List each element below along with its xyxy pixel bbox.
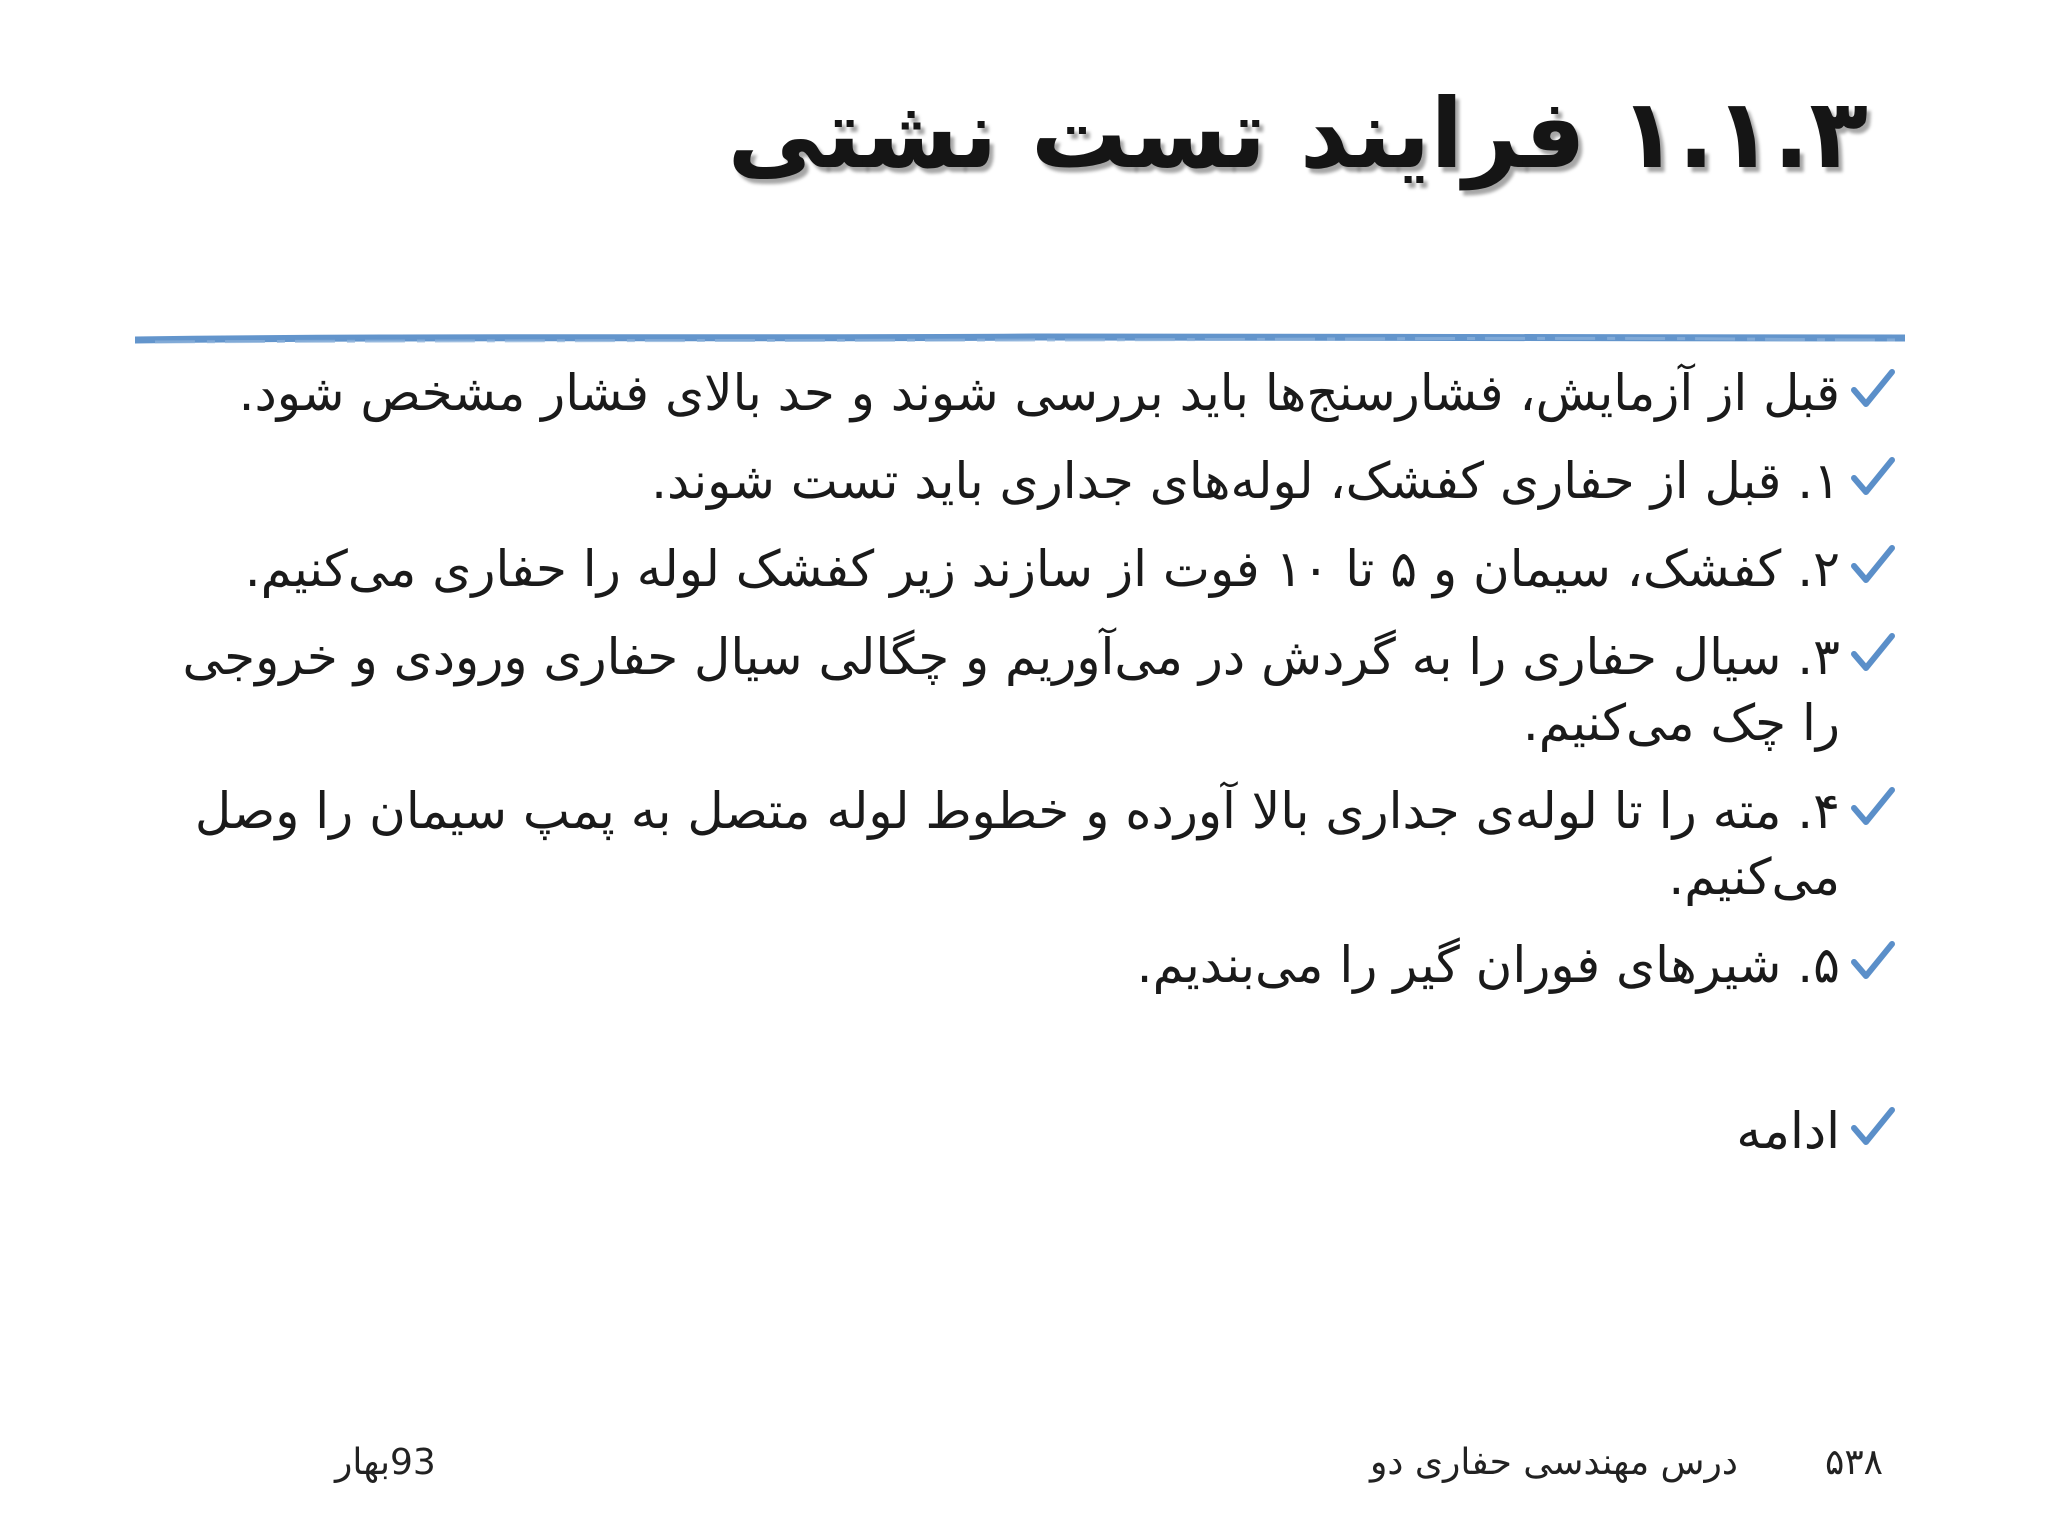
title-divider xyxy=(135,330,1905,346)
checkmark-icon xyxy=(1848,364,1898,414)
checkmark-icon xyxy=(1848,1102,1898,1152)
checkmark-icon xyxy=(1848,540,1898,590)
checkmark-icon xyxy=(1848,782,1898,832)
bullet-text: ادامه xyxy=(1736,1102,1840,1160)
checkmark-icon xyxy=(1848,452,1898,502)
bullet-text: ۳. سیال حفاری را به گردش در می‌آوریم و چگالی سیال حفاری ورودی و خروجی را چک می‌کنیم. xyxy=(182,628,1840,752)
bullet-text: ۵. شیرهای فوران گیر را می‌بندیم. xyxy=(1136,936,1840,994)
list-item xyxy=(178,448,1898,514)
bullet-list xyxy=(178,360,1898,1186)
list-item xyxy=(178,360,1898,426)
bullet-text: قبل از آزمایش، فشارسنج‌ها باید بررسی شوند و حد بالای فشار مشخص شود. xyxy=(238,364,1840,422)
footer-course-name: درس مهندسی حفاری دو xyxy=(1370,1442,1738,1483)
checkmark-icon xyxy=(1848,936,1898,986)
bullet-text: ۴. مته را تا لوله‌ی جداری بالا آورده و خطوط لوله متصل به پمپ سیمان را وصل می‌کنیم. xyxy=(194,782,1840,906)
footer-page-number: ۵۳۸ xyxy=(1825,1442,1884,1483)
list-item xyxy=(178,932,1898,998)
list-item xyxy=(178,624,1898,756)
slide-title: ۱.۱.۳ فرایند تست نشتی xyxy=(727,78,1868,190)
bullet-text: ۲. کفشک، سیمان و ۵ تا ۱۰ فوت از سازند زیر کفشک لوله را حفاری می‌کنیم. xyxy=(244,540,1840,598)
bullet-text: ۱. قبل از حفاری کفشک، لوله‌های جداری باید تست شوند. xyxy=(651,452,1840,510)
list-item xyxy=(178,536,1898,602)
checkmark-icon xyxy=(1848,628,1898,678)
list-item-continue xyxy=(178,1098,1898,1164)
list-item xyxy=(178,778,1898,910)
footer-season: 93بهار xyxy=(335,1442,436,1483)
